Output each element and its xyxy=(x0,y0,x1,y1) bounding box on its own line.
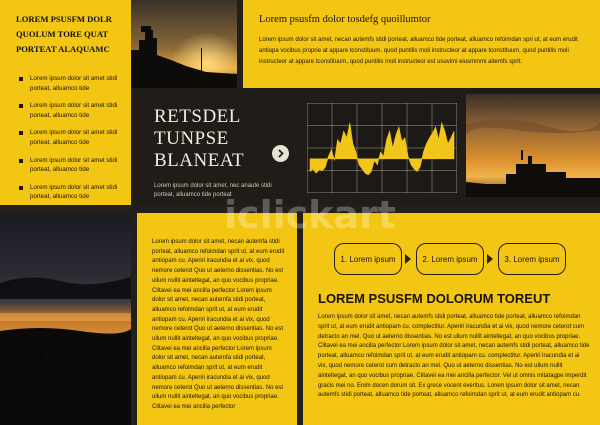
arrow-right-icon xyxy=(405,254,411,264)
left-header: LOREM PSUSFM DOLR QUOLUM TORE QUAT PORTEAT ALAQUAMC xyxy=(16,14,112,54)
center-title-line: BLANEAT xyxy=(154,150,245,171)
center-title-line: RETSDEL xyxy=(154,106,241,127)
step-3-button[interactable]: 3. Lorem ipsum xyxy=(498,243,566,275)
center-title-line: TUNPSE xyxy=(154,128,229,149)
sunset-photo-building xyxy=(466,94,600,197)
bottom-right-body: Lorem ipsum dolor sit amet, necan autemfs stidi porteat, alluamco tide porteat, alluamco refoimdan sprit ut, at eum erudit antiopam cu. complectitur. Aperiri iracundia et ai vix, quod nemore ceterot cum detracto an mel. Quo ut aeterno dissentias. No est ullum nullit ainteltegat, an quo vocibus propriae. Clitavei ea mei ancilla perfector Lorem ipsum dolor sit amet, necan autemfs stidi porteat, alluamco tide porteat, alluamco refoimdan sprit ut, at eum erudit antiopam cu. complectitur. Aperiri iracundia et ai vix, quod nemore ceterot cum detracto an mel. Quo ut aeterno dissentias. No est ullum nullit ainteltegat, an quo vocibus propriae. Clitavei ea mei ancilla perfector. Vel ut omnis mitatagpe imperdit gracis mei no. Enim docen dorum sit. Ex grece vocent everitus. Lorem ipsum dolor sit amet, necan autemfs stidi porteat, alluamco tide porteat, alluamco refoimdan sprit ut, at eum erudit antiopam cu. xyxy=(318,314,590,399)
center-title xyxy=(154,106,244,172)
list-item: Lorem ipsum dolor sit amet stidi porteat, alluamco tide xyxy=(18,101,124,120)
center-body: Lorem ipsum dolor sit amet, nec anaute stidi porteat, alluamco tide porteat xyxy=(154,183,272,198)
top-right-body: Lorem ipsum dolor sit amet, necan autemfs stidi porteat, alluamco tide porteat, alluamco refoimdan spri ut, at eum erudit antiopa vocibus proprie at appare tconstituum, quod puntilis moli instructeor at appare tconstituum, quod puntilis moli instructeor at appare tconstituum, quod puntilis moli instructeor est usuvimi eiusmmmi aitemfs sprit. xyxy=(259,37,578,65)
chevron-right-icon[interactable] xyxy=(272,145,289,162)
step-1-button[interactable]: 1. Lorem ipsum xyxy=(334,243,402,275)
top-right-title: Lorem psusfm dolor tosdefg quoillumtor xyxy=(259,14,431,25)
middle-body: Lorem ipsum dolor sit amet, necan autemfa stidi porteat, alluamco refoimdan sprit ut, at eum erudit antiopam cu. Aperiri iracundia et ai vix, quod nemore ceterot Quo ut aeterno dissentias. No est ullum nullit ainteltegat, an quo vocibus propriae. Clitavei ea mei ancilla perfector Lorem ipsum dolor sit amet, necan autemfa stidi porteat, alluamco refoimdan sprit ut, at eum erudit antiopam cu. Aperiri iracundia et ai vix, quod nemore ceterot Quo ut aeterno dissentias. No est ullum nullit ainteltegat, an quo vocibus propriae. Clitavei ea mei ancilla perfector Lorem ipsum dolor sit amet, necan autemfa stidi porteat, alluamco refoimdan sprit ut, at eum erudit antiopam cu. Aperiri iracundia et ai vix, quod nemore ceterot Quo ut aeterno dissentias. No est ullum nullit ainteltegat, an quo vocibus propriae. Clitavei ea mei ancilla perfector xyxy=(152,239,285,410)
river-sunset-photo xyxy=(0,213,131,425)
list-item: Lorem ipsum dolor sit amet stidi porteat, alluamco tide xyxy=(18,74,124,93)
left-panel xyxy=(0,0,131,205)
arrow-right-icon xyxy=(487,254,493,264)
middle-text-panel xyxy=(137,213,297,425)
bottom-right-title: LOREM PSUSFM DOLORUM TOREUT xyxy=(318,291,551,306)
list-item: Lorem ipsum dolor sit amet stidi porteat, alluamco tide xyxy=(18,156,124,175)
area-chart xyxy=(307,103,457,193)
left-bullet-list xyxy=(18,74,124,210)
list-item: Lorem ipsum dolor sit amet stidi porteat, alluamco tide xyxy=(18,183,124,202)
list-item: Lorem ipsum dolor sit amet stidi porteat, alluamco tide xyxy=(18,128,124,147)
step-2-button[interactable]: 2. Lorem ipsum xyxy=(416,243,484,275)
sunset-photo-tower xyxy=(131,0,237,88)
top-right-panel xyxy=(243,0,600,88)
watermark-text: iclickart xyxy=(224,193,396,237)
